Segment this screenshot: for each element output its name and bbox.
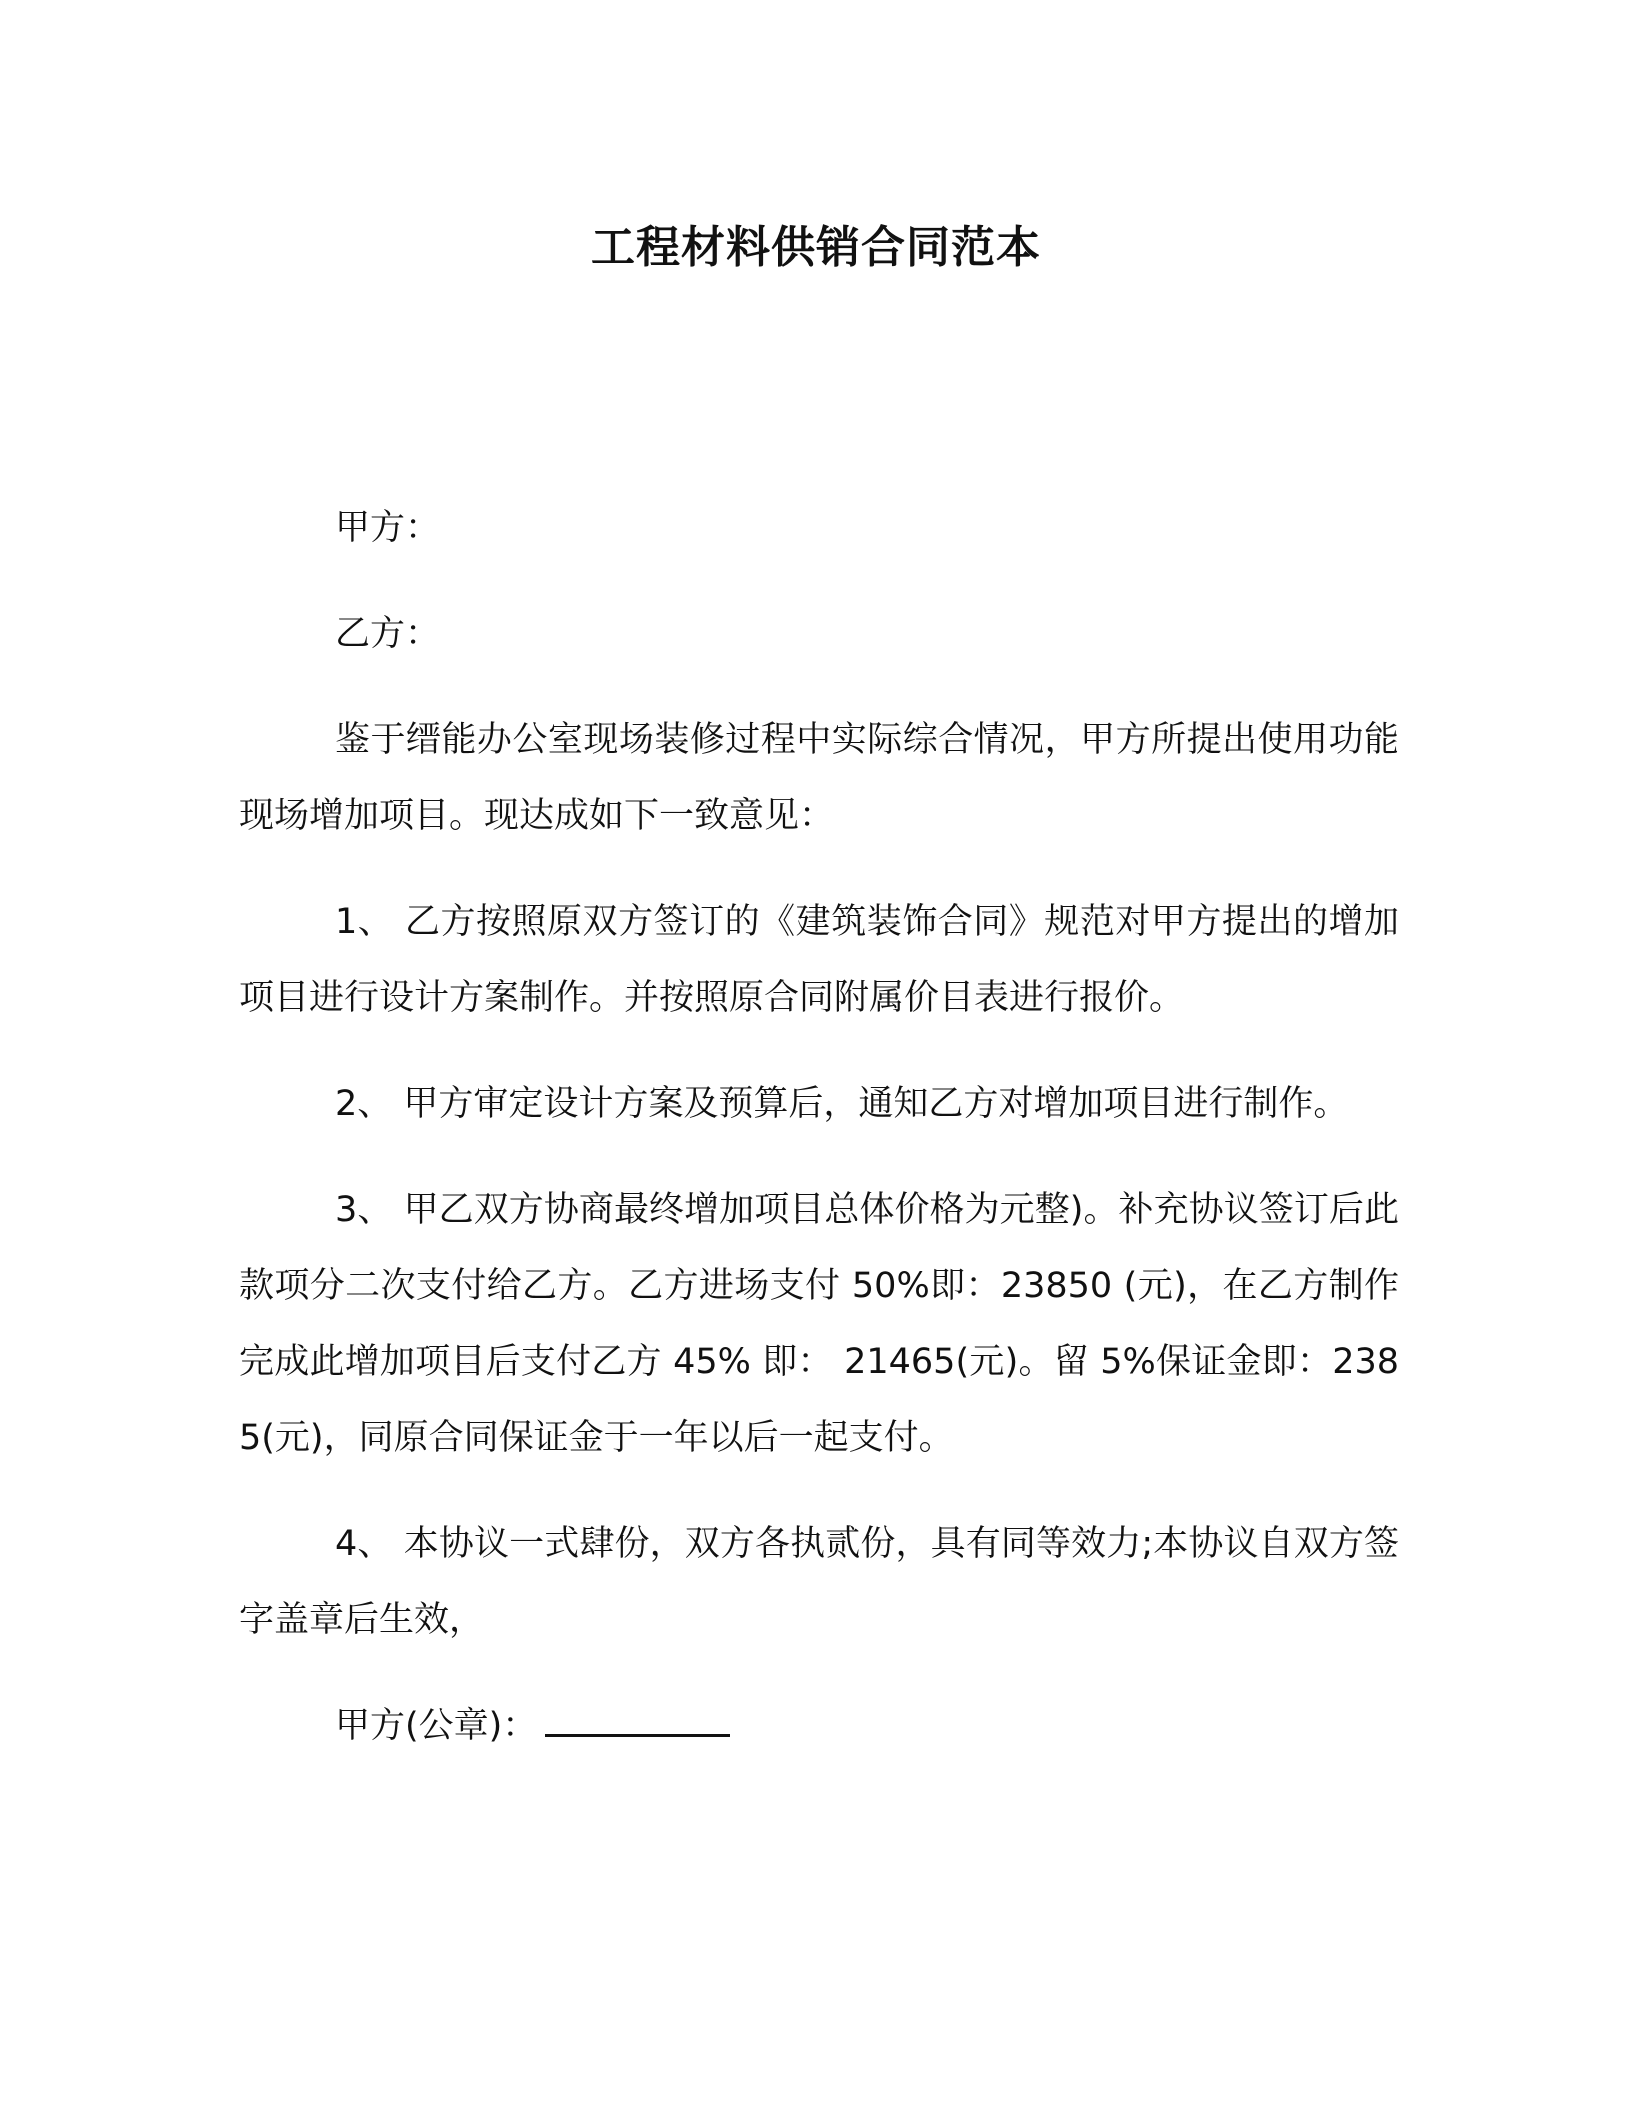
clause-4: 4、 本协议一式肆份，双方各执贰份，具有同等效力;本协议自双方签字盖章后生效， bbox=[239, 1524, 1399, 1640]
clause-3: 3、 甲乙双方协商最终增加项目总体价格为元整)。补充协议签订后此款项分二次支付给乙方。乙方进场支付 50%即：23850 (元)，在乙方制作完成此增加项目后支付乙方 45% 即： 21465(元)。留 5%保证金即：2385(元)，同原合同保证金于一年以后一起支付。 bbox=[239, 1190, 1399, 1458]
party-a-line: 甲方： bbox=[335, 508, 441, 548]
document-title: 工程材料供销合同范本 bbox=[591, 222, 1041, 273]
document-body bbox=[239, 490, 1399, 1794]
signature-label: 甲方(公章)： bbox=[335, 1706, 538, 1746]
intro-paragraph: 鉴于缙能办公室现场装修过程中实际综合情况，甲方所提出使用功能现场增加项目。现达成如下一致意见： bbox=[239, 720, 1399, 836]
signature-blank[interactable] bbox=[545, 1700, 730, 1737]
party-b-line: 乙方： bbox=[335, 614, 441, 654]
signature-line bbox=[239, 1688, 1399, 1764]
clause-2: 2、 甲方审定设计方案及预算后，通知乙方对增加项目进行制作。 bbox=[335, 1084, 1349, 1124]
clause-1: 1、 乙方按照原双方签订的《建筑装饰合同》规范对甲方提出的增加项目进行设计方案制作。并按照原合同附属价目表进行报价。 bbox=[239, 902, 1399, 1018]
